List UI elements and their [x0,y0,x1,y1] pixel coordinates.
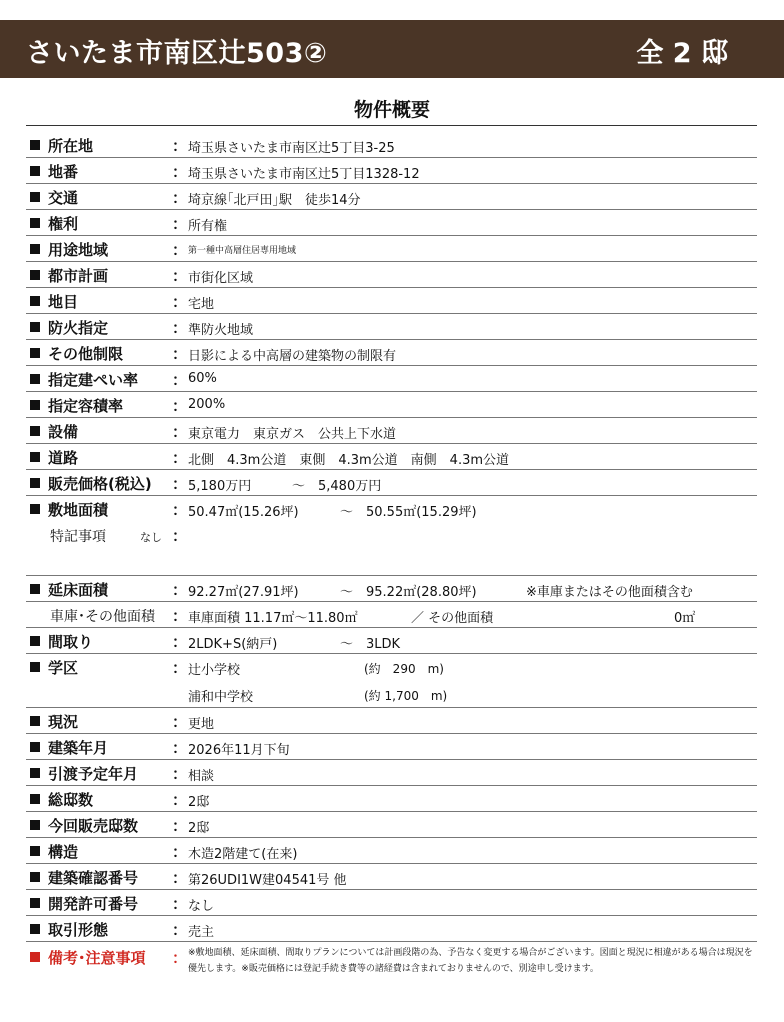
colon: ： [172,949,188,967]
row-value: 埼京線｢北戸田｣駅 徒歩14分 [188,193,361,208]
price-from: 5,180万円 [188,479,252,494]
row-school [26,653,757,708]
row-label: 建築年月 [48,739,109,757]
colon: ： [172,241,188,259]
row-label: 引渡予定年月 [48,765,139,783]
junior-high-distance: (約 1,700 m) [364,689,448,703]
remarks-text: ※敷地面積、延床面積、間取りプランについては計画段階の為、予告なく変更する場合がございます。図面と現況に相違がある場合は現況を優先します。※販売価格には登記手続き費等の諸経費は含まれておりませんので、別途申し受けます。 [188,948,753,974]
row-status [26,707,757,734]
other-area-label: ／ その他面積 [411,611,494,626]
row-fire [26,313,757,340]
row-label: 間取り [48,633,94,651]
bullet-square-icon [30,898,40,908]
floor-area-to: ～ 95.22㎡(28.80坪) [340,585,477,600]
row-value: 第一種中高層住居専用地域 [188,246,297,256]
row-transport [26,183,757,210]
row-value: 売主 [188,925,215,940]
colon: ： [172,163,188,181]
colon: ： [172,659,188,677]
colon: ： [172,817,188,835]
bullet-square-icon [30,584,40,594]
row-value: 相談 [188,769,215,784]
elementary-distance: (約 290 m) [364,662,444,676]
row-value: 東京電力 東京ガス 公共上下水道 [188,427,397,442]
row-label: 用途地域 [48,241,109,259]
bullet-square-icon [30,374,40,384]
row-land-area [26,495,757,576]
row-label: 延床面積 [48,581,109,599]
row-label: 建築確認番号 [48,869,139,887]
row-value: 60% [188,371,217,386]
row-value: 2026年11月下旬 [188,743,290,758]
bullet-square-icon [30,742,40,752]
unit-count: 全 2 邸 [636,38,728,69]
colon: ： [172,527,188,545]
colon: ： [172,607,188,625]
colon: ： [172,189,188,207]
bullet-square-icon [30,716,40,726]
row-label: 現況 [48,713,79,731]
colon: ： [172,475,188,493]
bullet-square-icon [30,218,40,228]
row-label: 地番 [48,163,79,181]
layout-from: 2LDK+S(納戸) [188,637,278,652]
colon: ： [172,921,188,939]
row-label: 販売価格(税込) [48,475,152,493]
row-other-limits [26,339,757,366]
colon: ： [172,791,188,809]
row-label: 総邸数 [48,791,94,809]
land-area-from: 50.47㎡(15.26坪) [188,505,299,520]
garage-area: 車庫面積 11.17㎡～11.80㎡ [188,611,358,626]
bullet-square-icon [30,452,40,462]
bullet-square-icon [30,768,40,778]
colon: ： [172,713,188,731]
layout-to: ～ 3LDK [340,637,401,652]
special-notes-value: なし [140,531,162,544]
row-trade [26,915,757,942]
row-road [26,443,757,470]
colon: ： [172,581,188,599]
colon: ： [172,423,188,441]
row-value: 市街化区域 [188,271,254,286]
row-label: 学区 [48,659,79,677]
land-area-to: ～ 50.55㎡(15.29坪) [340,505,477,520]
row-layout [26,627,757,654]
elementary-school: 辻小学校 [188,663,241,678]
row-address [26,131,757,158]
row-far [26,391,757,418]
row-value: 更地 [188,717,215,732]
colon: ： [172,137,188,155]
row-label: 地目 [48,293,79,311]
row-remarks [26,941,757,981]
row-handover [26,759,757,786]
bullet-square-icon [30,662,40,672]
bullet-square-icon [30,166,40,176]
bullet-square-icon [30,794,40,804]
row-built [26,733,757,760]
bullet-square-icon [30,426,40,436]
row-label: 指定容積率 [48,397,124,415]
colon: ： [172,765,188,783]
row-label: 今回販売邸数 [48,817,139,835]
row-confirm-no [26,863,757,890]
row-value: 2邸 [188,821,210,836]
colon: ： [172,895,188,913]
colon: ： [172,843,188,861]
row-price [26,469,757,496]
row-floor-area [26,575,757,602]
row-value: 埼玉県さいたま市南区辻5丁目3-25 [188,141,395,156]
row-label: 権利 [48,215,79,233]
row-value: 北側 4.3m公道 東側 4.3m公道 南側 4.3m公道 [188,453,510,468]
bullet-square-icon [30,322,40,332]
other-area-value: 0㎡ [674,611,696,626]
floor-area-note: ※車庫またはその他面積含む [526,585,693,600]
property-title: さいたま市南区辻503② [26,38,328,69]
row-label: 所在地 [48,137,94,155]
bullet-square-icon [30,924,40,934]
row-label: 指定建ぺい率 [48,371,139,389]
bullet-square-icon [30,820,40,830]
colon: ： [172,215,188,233]
row-label: 開発許可番号 [48,895,139,913]
row-land-category [26,287,757,314]
row-city-plan [26,261,757,288]
bullet-square-icon [30,872,40,882]
row-value: 準防火地域 [188,323,254,338]
special-notes-label: 特記事項 [50,529,106,545]
colon: ： [172,319,188,337]
bullet-square-icon [30,192,40,202]
row-value: 宅地 [188,297,215,312]
bullet-square-icon [30,244,40,254]
colon: ： [172,501,188,519]
row-value: 日影による中高層の建築物の制限有 [188,349,397,364]
bullet-square-icon [30,952,40,962]
row-value: 200% [188,397,226,412]
floor-area-from: 92.27㎡(27.91坪) [188,585,299,600]
row-label: 備考･注意事項 [48,949,146,967]
row-coverage [26,365,757,392]
colon: ： [172,739,188,757]
row-label: 都市計画 [48,267,109,285]
price-to: ～ 5,480万円 [292,479,382,494]
row-units-sale [26,811,757,838]
row-label: 車庫･その他面積 [50,609,155,625]
colon: ： [172,345,188,363]
row-value: 2邸 [188,795,210,810]
row-value: なし [188,899,215,914]
row-rights [26,209,757,236]
bullet-square-icon [30,296,40,306]
bullet-square-icon [30,270,40,280]
row-label: 取引形態 [48,921,109,939]
header-banner [0,20,784,78]
row-facilities [26,417,757,444]
colon: ： [172,869,188,887]
colon: ： [172,397,188,415]
row-label: 設備 [48,423,79,441]
row-label: 敷地面積 [48,501,109,519]
bullet-square-icon [30,140,40,150]
row-label: その他制限 [48,345,124,363]
bullet-square-icon [30,504,40,514]
row-total-units [26,785,757,812]
row-label: 構造 [48,843,79,861]
row-value: 埼玉県さいたま市南区辻5丁目1328-12 [188,167,420,182]
colon: ： [172,293,188,311]
colon: ： [172,371,188,389]
row-value: 所有権 [188,219,228,234]
junior-high-school: 浦和中学校 [188,690,254,705]
bullet-square-icon [30,478,40,488]
bullet-square-icon [30,400,40,410]
section-title: 物件概要 [353,99,430,121]
bullet-square-icon [30,846,40,856]
bullet-square-icon [30,636,40,646]
row-lot [26,157,757,184]
row-value: 木造2階建て(在来) [188,847,298,862]
row-dev-permit [26,889,757,916]
colon: ： [172,267,188,285]
row-label: 交通 [48,189,79,207]
row-value: 第26UDI1W建04541号 他 [188,873,347,888]
row-label: 防火指定 [48,319,109,337]
row-label: 道路 [48,449,79,467]
top-rule [26,125,757,126]
row-garage [26,601,757,628]
row-zoning [26,235,757,262]
row-structure [26,837,757,864]
colon: ： [172,449,188,467]
colon: ： [172,633,188,651]
bullet-square-icon [30,348,40,358]
